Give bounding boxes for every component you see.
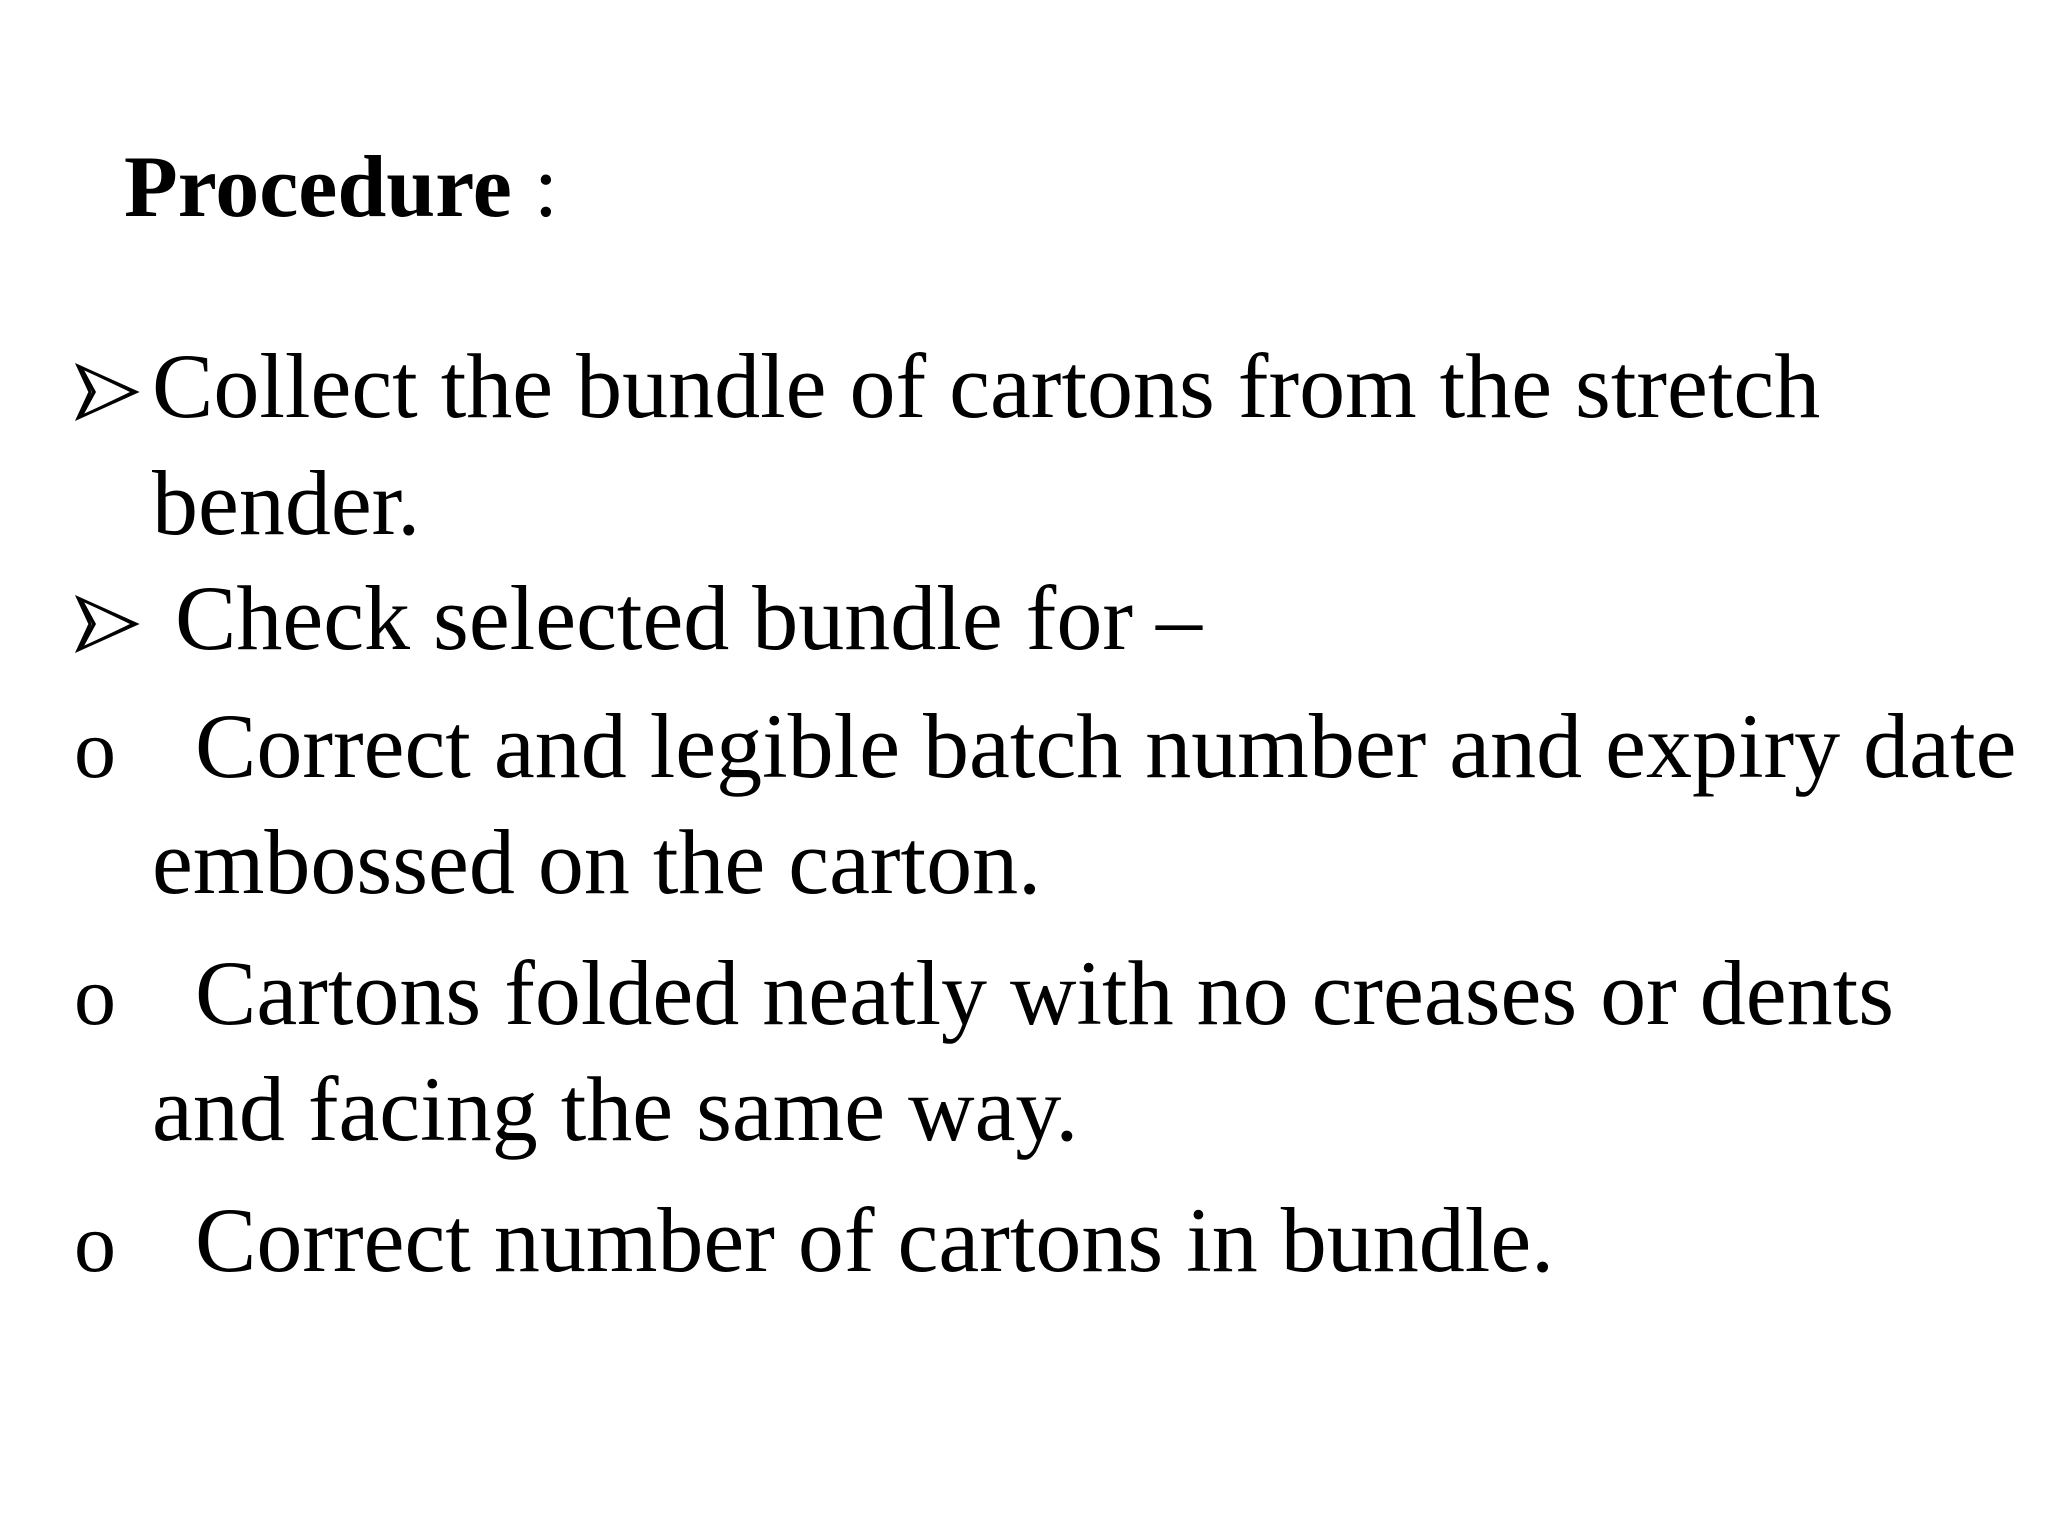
arrow-bullet-icon <box>74 330 152 447</box>
item-text: Collect the bundle of cartons from the stretch <box>152 335 1821 437</box>
item-text: Correct number of cartons in bundle. <box>172 1189 1555 1291</box>
item-text-continued: embossed on the carton. <box>152 811 1042 913</box>
list-item <box>74 1184 1554 1300</box>
page-title <box>124 140 558 237</box>
item-text: Correct and legible batch number and expiry date <box>172 695 2017 797</box>
circle-bullet: o <box>74 1197 116 1290</box>
arrow-bullet-icon <box>74 562 152 679</box>
circle-bullet: o <box>74 950 116 1043</box>
list-item <box>74 937 1894 1165</box>
list-item <box>74 562 1202 679</box>
item-text-continued: and facing the same way. <box>152 1058 1079 1160</box>
circle-bullet: o <box>74 703 116 796</box>
list-item <box>74 330 1820 559</box>
list-item <box>74 690 2016 918</box>
item-text-continued: bender. <box>152 452 421 554</box>
item-text: Check selected bundle for – <box>152 567 1202 669</box>
title-label: Procedure <box>124 139 512 236</box>
item-text: Cartons folded neatly with no creases or dents <box>172 942 1894 1044</box>
title-colon: : <box>511 139 559 236</box>
